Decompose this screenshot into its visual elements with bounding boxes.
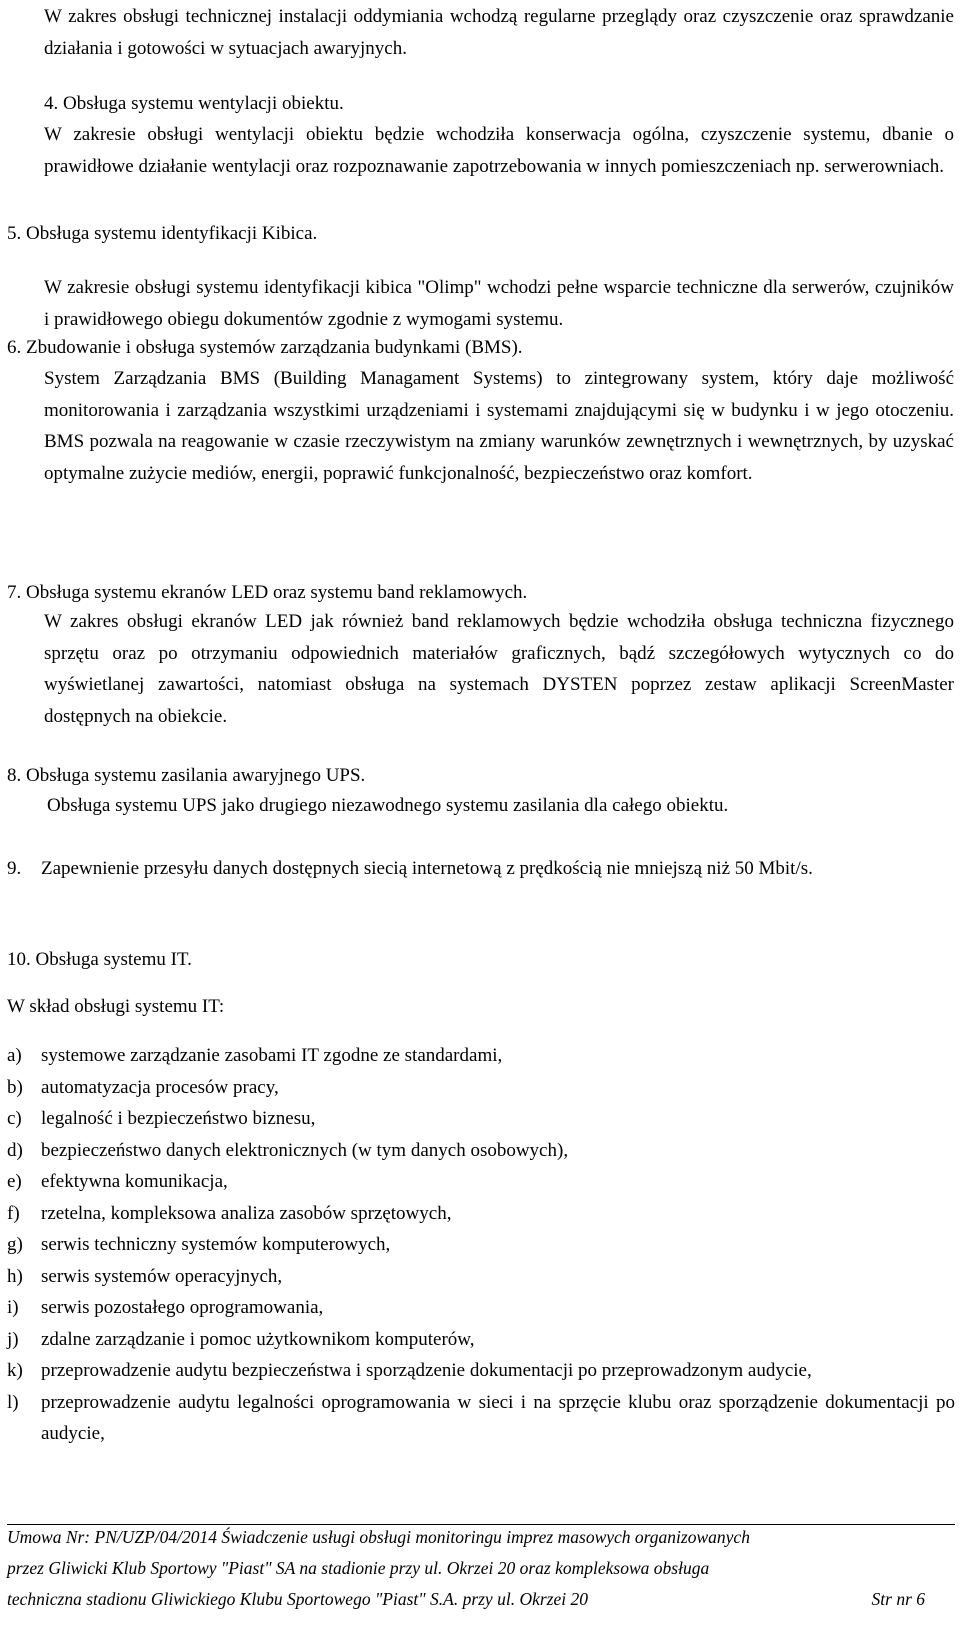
section-5-heading: 5. Obsługa systemu identyfikacji Kibica.: [7, 223, 318, 244]
section-5-body: W zakresie obsługi systemu identyfikacji kibica "Olimp" wchodzi pełne wsparcie techniczne dla serwerów, czujników i prawidłowego obiegu dokumentów zgodnie z wymogami systemu.: [44, 277, 954, 330]
section-4-body: W zakresie obsługi wentylacji obiektu będzie wchodziła konserwacja ogólna, czyszczenie systemu, dbanie o prawidłowe działanie wentylacji oraz rozpoznawanie zapotrzebowania w innych pomieszczeniach np. serwerowniach.: [44, 124, 954, 177]
section-10-lead: W skład obsługi systemu IT:: [7, 996, 225, 1017]
it-services-list: [7, 1040, 955, 1450]
section-9-number: 9.: [7, 858, 22, 879]
intro-paragraph: W zakres obsługi technicznej instalacji oddymiania wchodzą regularne przeglądy oraz czyszczenie oraz sprawdzanie działania i gotowości w sytuacjach awaryjnych.: [44, 6, 954, 59]
page-number: Str nr 6: [871, 1589, 925, 1609]
list-item: a) systemowe zarządzanie zasobami IT zgodne ze standardami,: [7, 1045, 503, 1066]
section-8-body: Obsługa systemu UPS jako drugiego niezawodnego systemu zasilania dla całego obiektu.: [47, 795, 729, 816]
list-item: g) serwis techniczny systemów komputerowych,: [7, 1234, 391, 1255]
footer-line-3-text: techniczna stadionu Gliwickiego Klubu Sportowego "Piast" S.A. przy ul. Okrzei 20: [7, 1589, 588, 1609]
section-8-heading: 8. Obsługa systemu zasilania awaryjnego UPS.: [7, 765, 366, 786]
list-item: h) serwis systemów operacyjnych,: [7, 1265, 283, 1287]
list-item: c) legalność i bezpieczeństwo biznesu,: [7, 1108, 316, 1129]
footer-line-1: Umowa Nr: PN/UZP/04/2014 Świadczenie usługi obsługi monitoringu imprez masowych organizowanych: [7, 1527, 750, 1547]
list-item: f) rzetelna, kompleksowa analiza zasobów sprzętowych,: [7, 1202, 452, 1224]
list-item: b) automatyzacja procesów pracy,: [7, 1076, 279, 1098]
list-item: d) bezpieczeństwo danych elektronicznych (w tym danych osobowych),: [7, 1139, 569, 1161]
page-footer: [7, 1522, 955, 1615]
section-7-body: W zakres obsługi ekranów LED jak również band reklamowych będzie wchodziła obsługa techniczna fizycznego sprzętu oraz po otrzymaniu odpowiednich materiałów graficznych, bądź szczegółowych wytycznych co do wyświetlanej zawartości, natomiast obsługa na systemach DYSTEN poprzez zestaw aplikacji ScreenMaster dostępnych na obiekcie.: [44, 611, 954, 727]
section-6-body: System Zarządzania BMS (Building Managament Systems) to zintegrowany system, który daje możliwość monitorowania i zarządzania wszystkimi urządzeniami i systemami znajdującymi się w budynku i w jego otoczeniu. BMS pozwala na reagowanie w czasie rzeczywistym na zmiany warunków zewnętrznych i wewnętrznych, by uzyskać optymalne zużycie mediów, energii, poprawić funkcjonalność, bezpieczeństwo oraz komfort.: [44, 368, 954, 484]
list-item: j) zdalne zarządzanie i pomoc użytkownikom komputerów,: [7, 1328, 475, 1350]
section-6-heading: 6. Zbudowanie i obsługa systemów zarządzania budynkami (BMS).: [7, 337, 523, 358]
section-7-heading: 7. Obsługa systemu ekranów LED oraz systemu band reklamowych.: [7, 582, 528, 603]
footer-line-2: przez Gliwicki Klub Sportowy "Piast" SA na stadionie przy ul. Okrzei 20 oraz kompleksowa obsługa: [7, 1558, 710, 1578]
list-item: i) serwis pozostałego oprogramowania,: [7, 1297, 324, 1318]
section-9-text: Zapewnienie przesyłu danych dostępnych siecią internetową z prędkością nie mniejszą niż 50 Mbit/s.: [41, 858, 813, 879]
list-item: k) przeprowadzenie audytu bezpieczeństwa i sporządzenie dokumentacji po przeprowadzonym audycie,: [7, 1360, 812, 1381]
section-4-heading: 4. Obsługa systemu wentylacji obiektu.: [44, 93, 344, 114]
footer-line-3: [7, 1584, 955, 1615]
list-item: l) przeprowadzenie audytu legalności oprogramowania w sieci i na sprzęcie klubu oraz sporządzenie dokumentacji po audycie,: [7, 1391, 955, 1444]
section-9: [7, 853, 955, 885]
list-item: e) efektywna komunikacja,: [7, 1171, 228, 1192]
section-10-heading: 10. Obsługa systemu IT.: [7, 949, 192, 970]
